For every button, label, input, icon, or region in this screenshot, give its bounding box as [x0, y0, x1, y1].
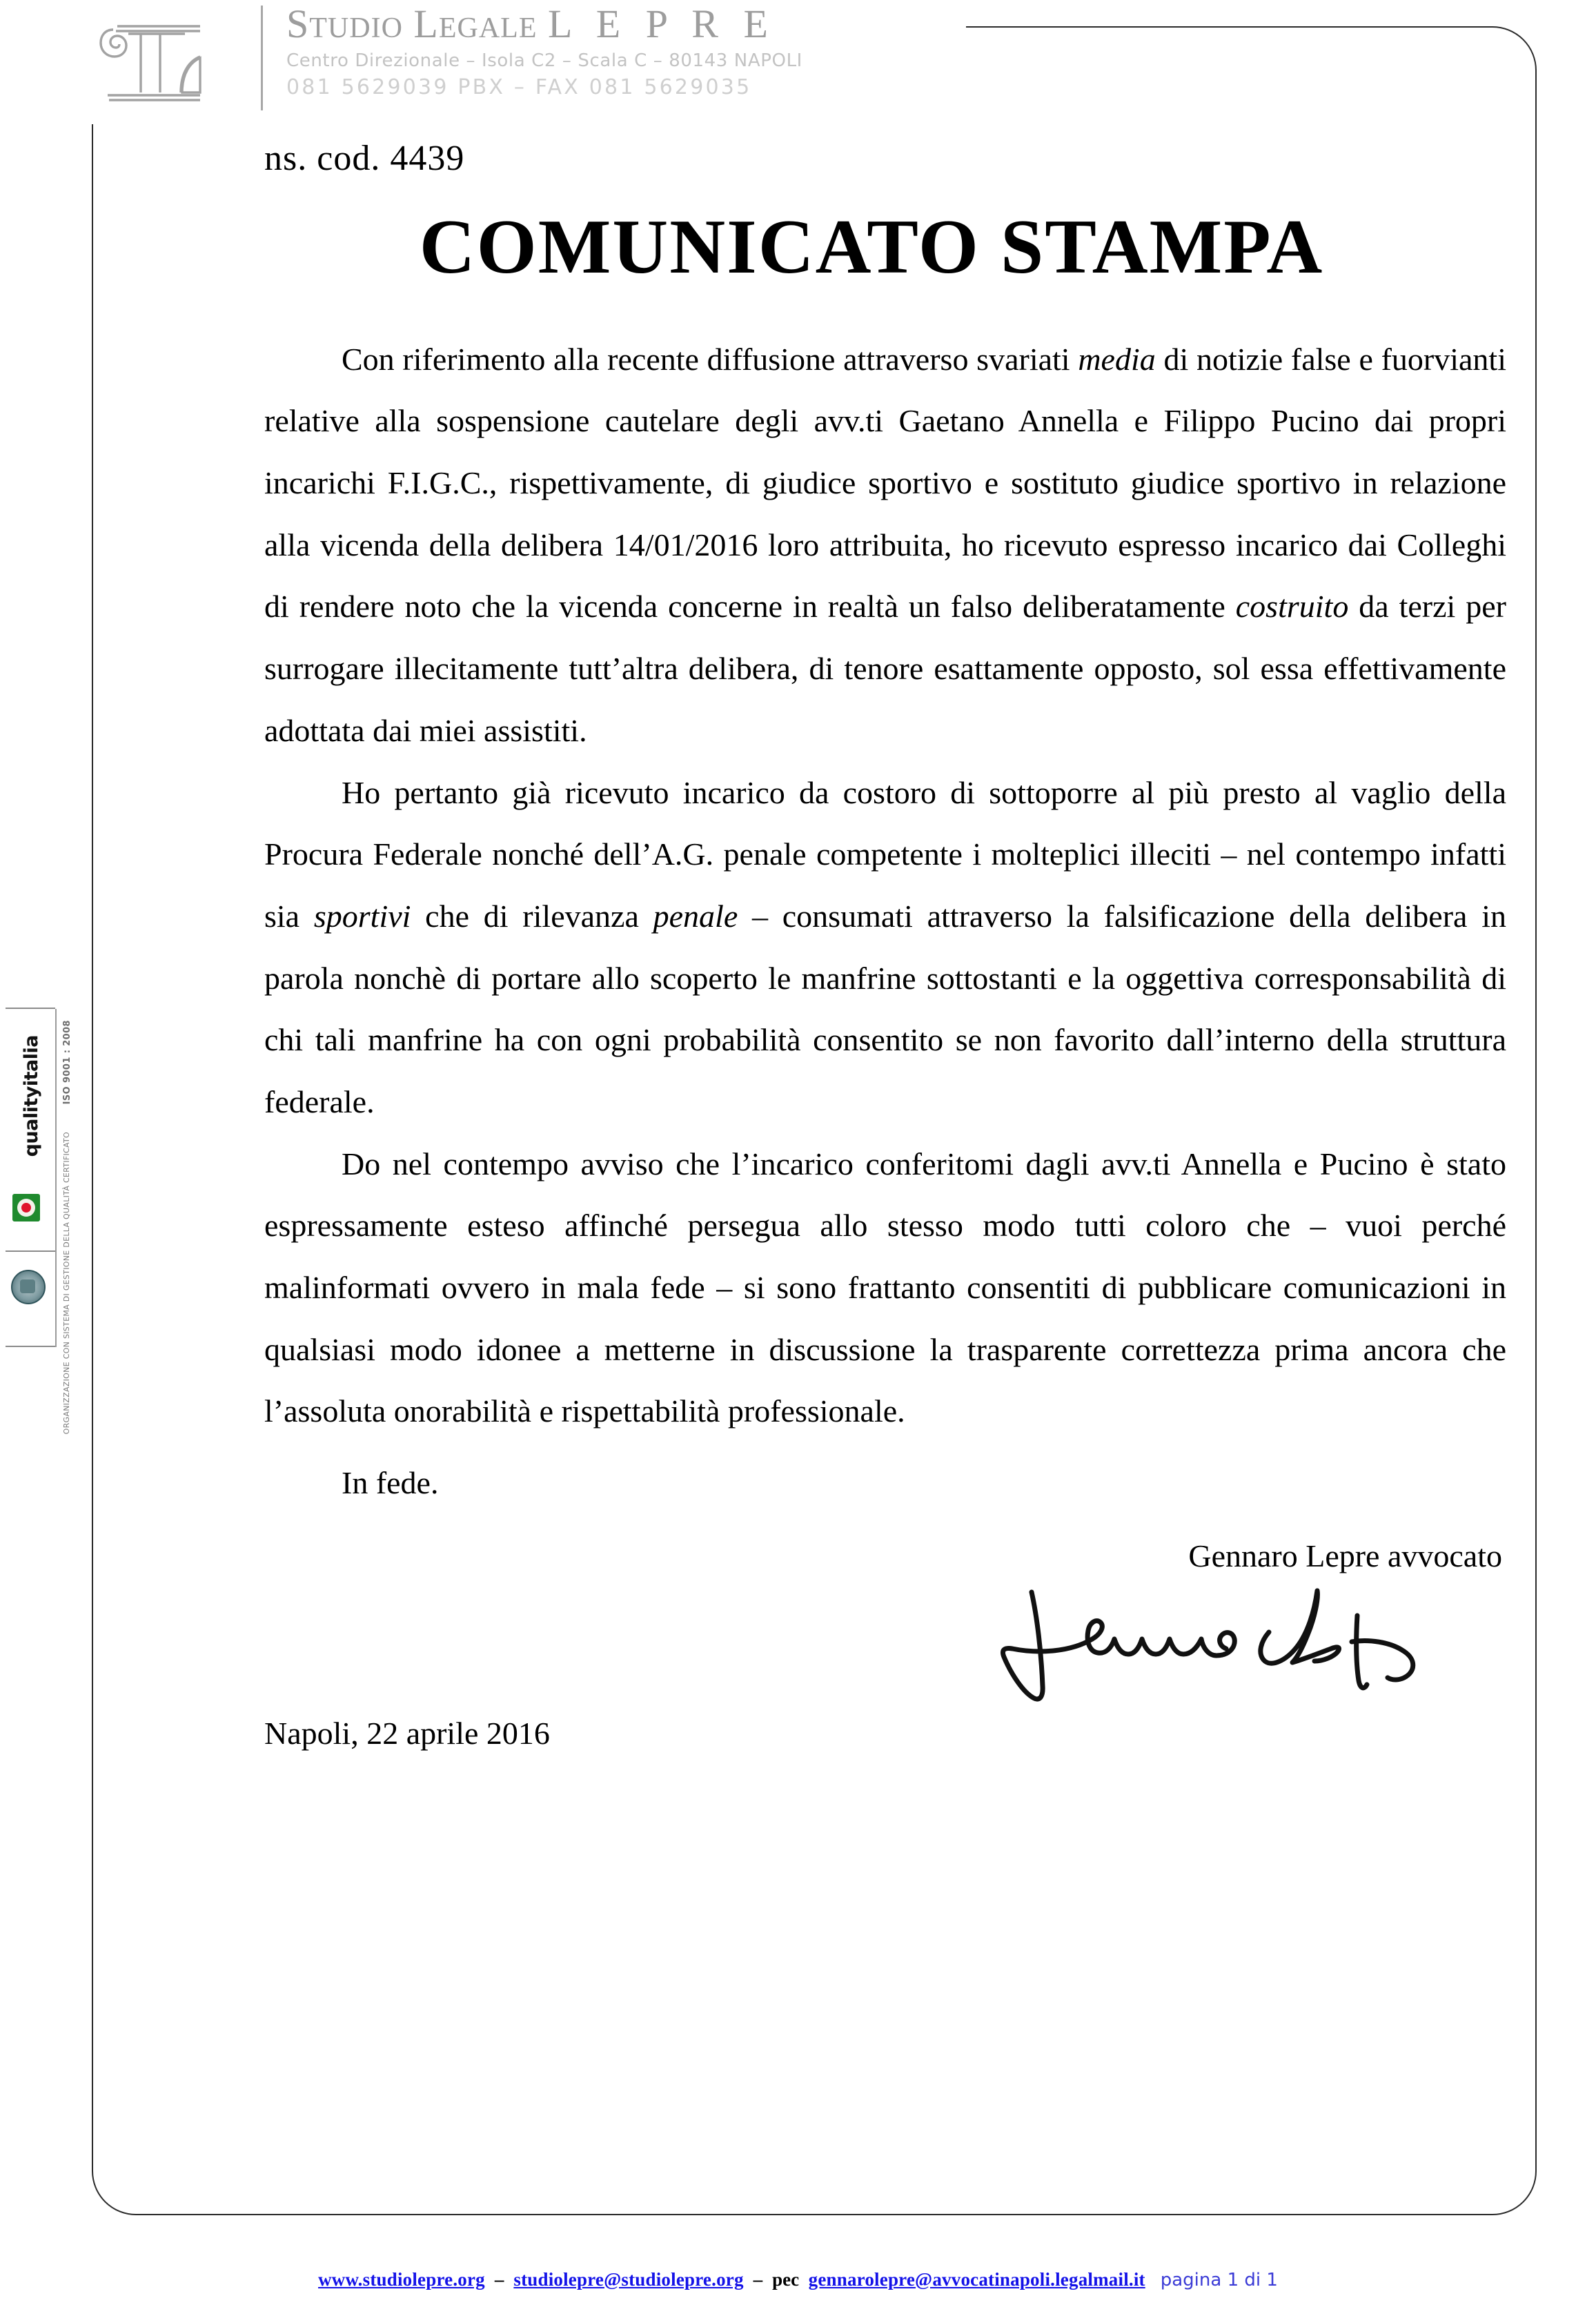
footer-separator-2: –	[753, 2269, 763, 2290]
qualityitalia-logo-icon	[12, 1194, 40, 1221]
p2-text-c: – consumati attraverso la falsificazione della delibera in parola nonchè di portare allo scoperto le manfrine sottostanti e la oggettiva corresponsabilità di chi tali manfrine ha con ogni probabilità consentito se non favorito dall’interno della struttura federale.	[264, 898, 1506, 1119]
page-title: COMUNICATO STAMPA	[419, 204, 1324, 290]
firm-name-lepre: L E P R E	[547, 1, 776, 46]
firm-name	[286, 1, 802, 46]
certification-org-label: ORGANIZZAZIONE CON SISTEMA DI GESTIONE DELLA QUALITÀ CERTIFICATO	[62, 1132, 71, 1435]
firm-address: Centro Direzionale – Isola C2 – Scala C – 80143 NAPOLI	[286, 50, 802, 71]
p1-emph-media: media	[1078, 341, 1156, 377]
pec-label: pec	[772, 2269, 800, 2290]
paragraph-2	[264, 762, 1506, 1133]
p1-text-a: Con riferimento alla recente diffusione attraverso svariati	[342, 341, 1078, 377]
paragraph-3: Do nel contempo avviso che l’incarico conferitomi dagli avv.ti Annella e Pucino è stato espressamente esteso affinché persegua allo stesso modo tutti coloro che – vuoi perché malinformati ovvero in mala fede – si sono frattanto consentiti di pubblicare comunicazioni in qualsiasi modo idonee a metterne in discussione la trasparente correttezza prima ancora che l’assoluta onorabilità e rispettabilità professionale.	[264, 1146, 1506, 1429]
page-indicator: pagina 1 di 1	[1160, 2270, 1278, 2290]
cert-rule-mid	[6, 1250, 55, 1252]
firm-name-tudio: TUDIO	[309, 12, 403, 44]
p1-text-c: da terzi per surrogare illecitamente tutt’altra delibera, di tenore esattamente opposto, sol essa effettivamente adottata dai miei assistiti.	[264, 589, 1506, 748]
cert-rule-top	[6, 1008, 55, 1009]
place-and-date: Napoli, 22 aprile 2016	[264, 1715, 550, 1751]
p1-emph-costruito: costruito	[1235, 589, 1349, 625]
letterhead	[0, 0, 966, 124]
p2-text-a: Ho pertanto già ricevuto incarico da costoro di sottoporre al più presto al vaglio della Procura Federale nonché dell’A.G. penale competente i molteplici illeciti – nel contempo infatti sia	[264, 774, 1506, 934]
closing-line: In fede.	[342, 1465, 439, 1501]
handwritten-signature-icon	[996, 1576, 1479, 1707]
website-link[interactable]: www.studiolepre.org	[318, 2269, 485, 2290]
paragraph-1	[264, 328, 1506, 762]
firm-monogram-icon	[97, 7, 255, 117]
cert-vertical-divider	[55, 1009, 57, 1347]
firm-name-l: L	[413, 1, 439, 46]
footer-separator-1: –	[494, 2269, 504, 2290]
email-link[interactable]: studiolepre@studiolepre.org	[513, 2269, 744, 2290]
qualityitalia-label: qualityitalia	[21, 1035, 42, 1157]
p1-text-b: di notizie false e fuorvianti relative alla sospensione cautelare degli avv.ti Gaetano Annella e Filippo Pucino dai propri incarichi F.I.G.C., rispettivamente, di giudice sportivo e sostituto giudice sportivo in relazione alla vicenda della delibera 14/01/2016 loro attribuita, ho ricevuto espresso incarico dai Colleghi di rendere noto che la vicenda concerne in realtà un falso deliberatamente	[264, 341, 1506, 625]
cert-rule-bottom	[6, 1346, 55, 1347]
letterhead-divider	[261, 6, 263, 110]
p2-emph-penale: penale	[653, 898, 738, 934]
p2-emph-sportivi: sportivi	[313, 898, 411, 934]
accredia-logo-icon	[11, 1270, 46, 1304]
firm-name-s: S	[286, 1, 310, 46]
document-body	[264, 138, 1506, 1751]
signer-name: Gennaro Lepre avvocato	[1188, 1538, 1502, 1573]
reference-code: ns. cod. 4439	[264, 139, 465, 178]
page-footer	[0, 2269, 1596, 2290]
certification-strip	[3, 994, 86, 1435]
signature-area	[264, 1574, 1506, 1712]
iso-standard-label: ISO 9001 : 2008	[62, 1020, 72, 1105]
p2-text-b: che di rilevanza	[411, 898, 653, 934]
firm-phone: 081 5629039 PBX – FAX 081 5629035	[286, 75, 752, 99]
pec-email-link[interactable]: gennarolepre@avvocatinapoli.legalmail.it	[808, 2269, 1145, 2290]
firm-name-egale: EGALE	[438, 12, 538, 44]
